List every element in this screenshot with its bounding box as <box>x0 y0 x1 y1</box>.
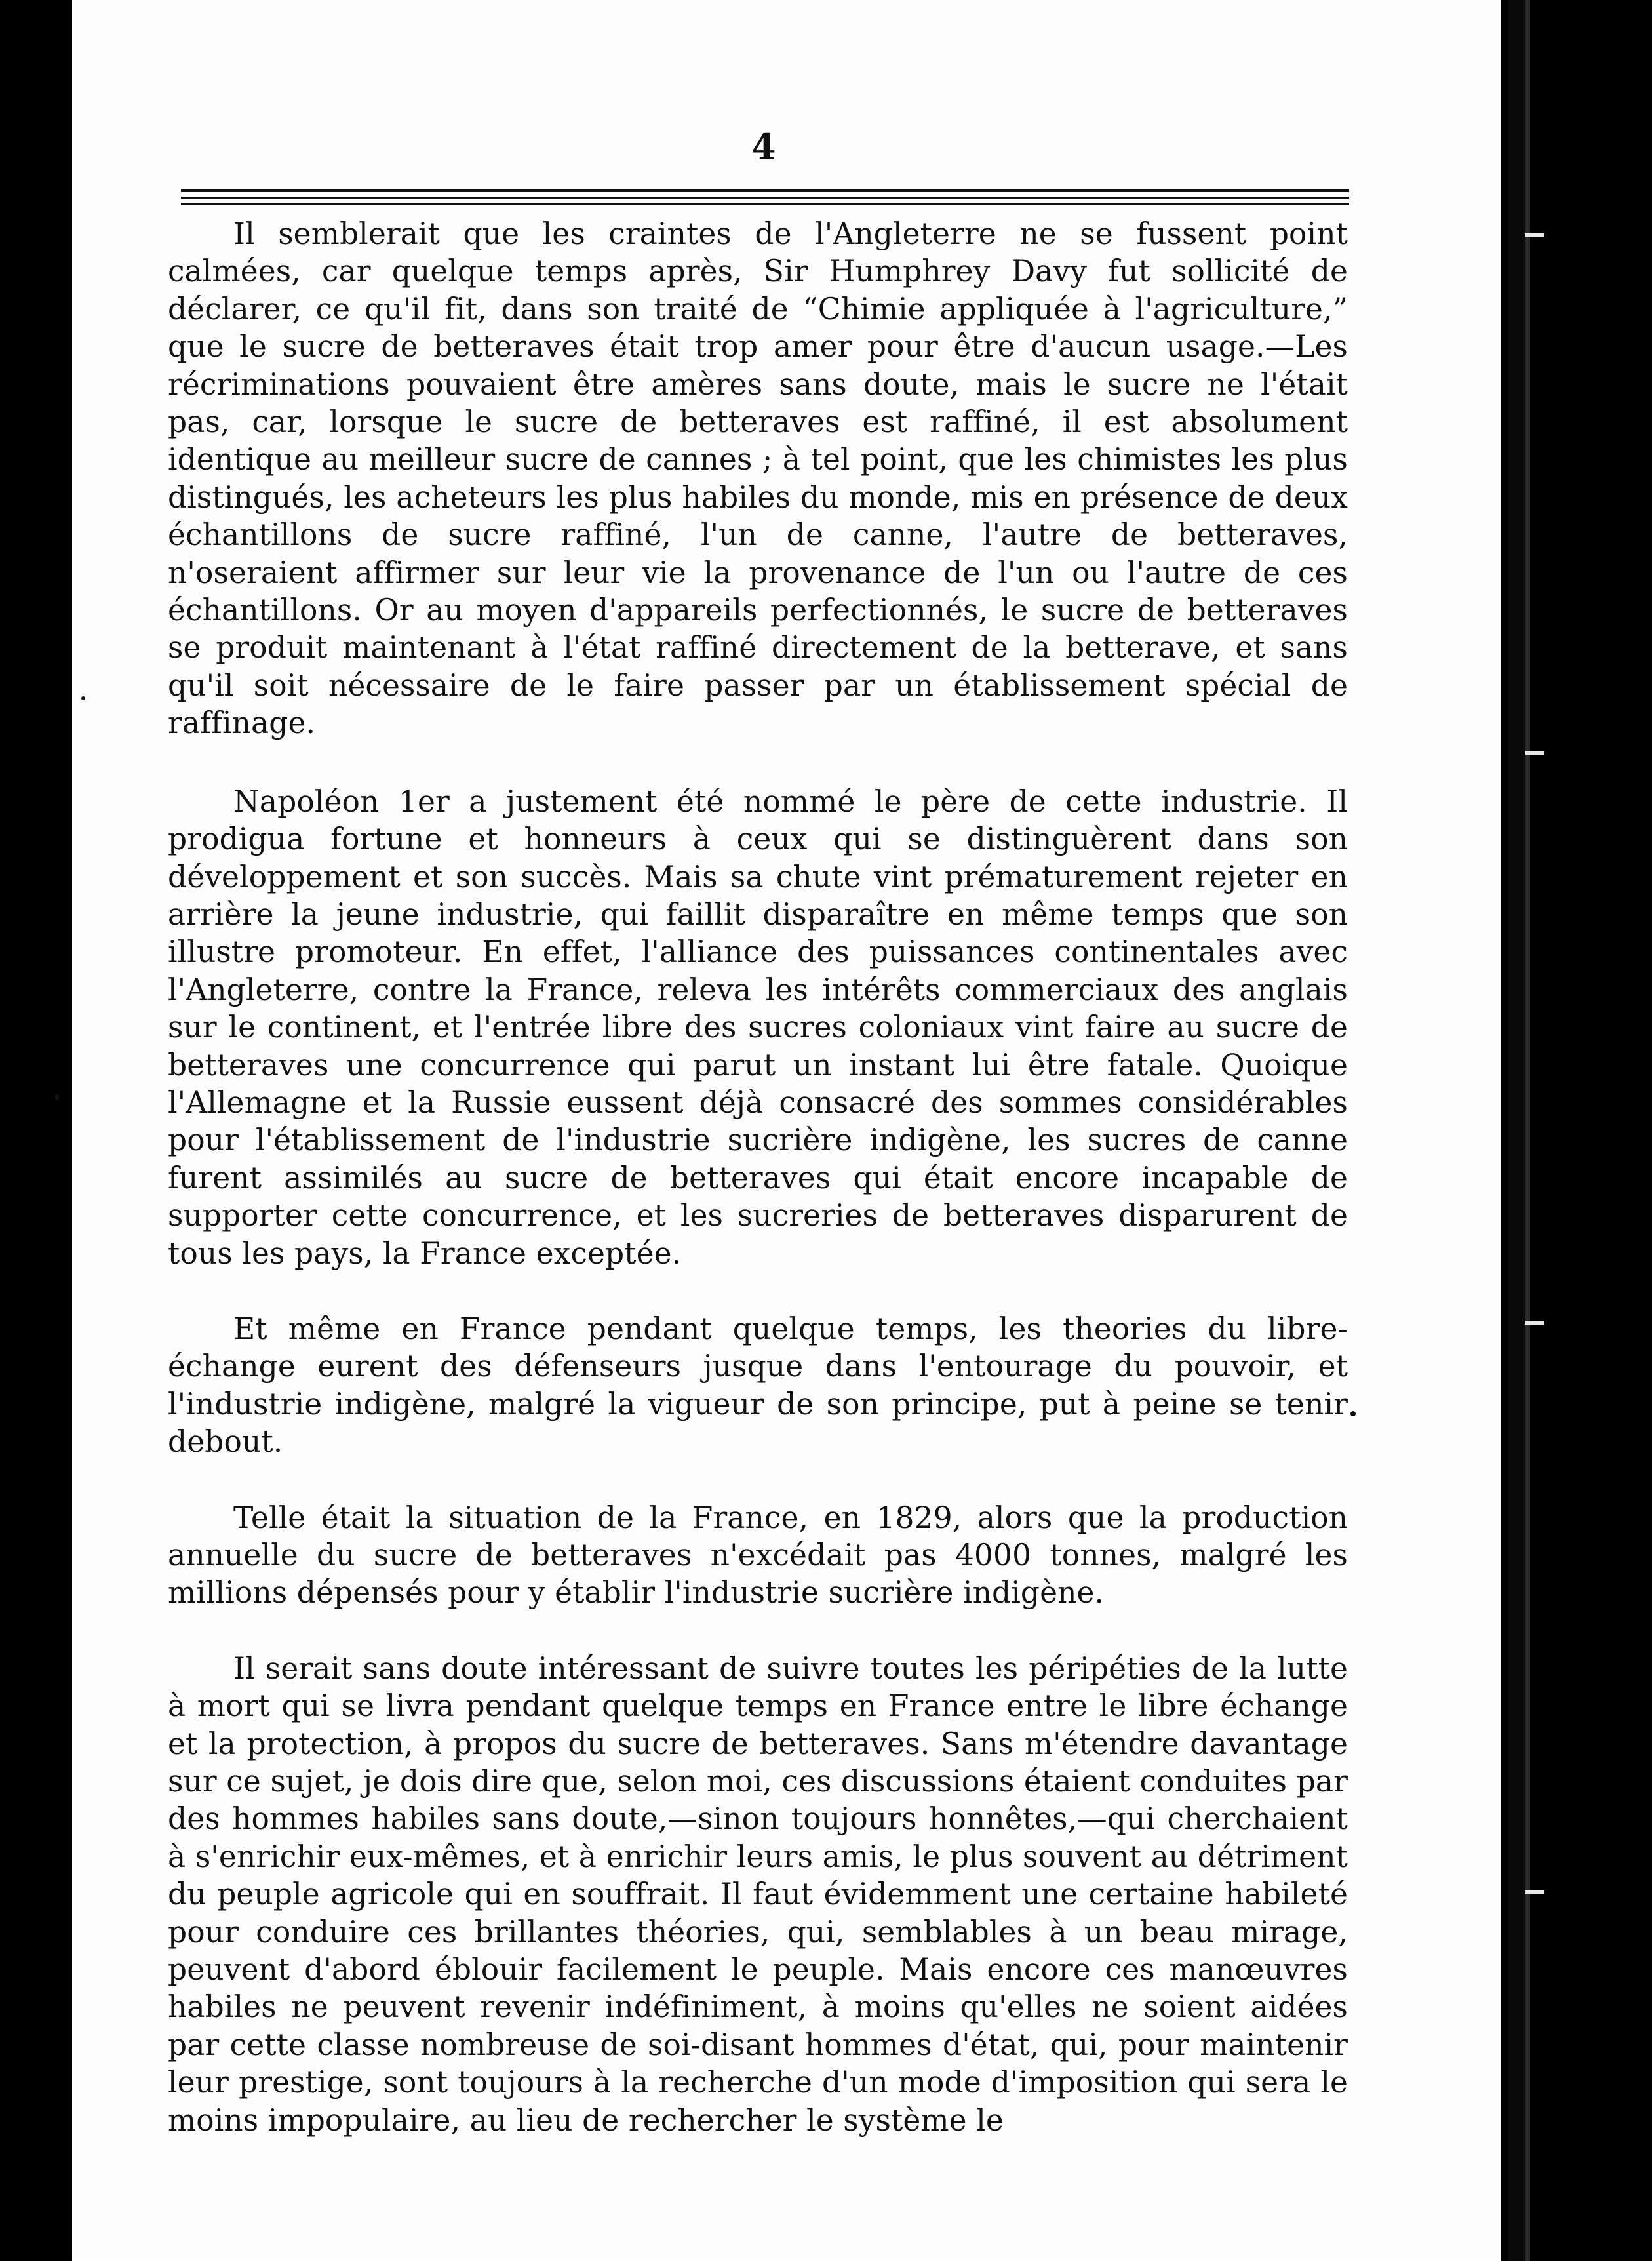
paragraph-4: Telle était la situation de la France, en 1829, alors que la production annuelle du sucre de betteraves n'excédait pas 4000 tonnes, malgré les millions dépensés pour y établir l'industrie sucrière indigène. <box>168 1500 1348 1611</box>
spine-mark <box>1525 751 1544 755</box>
scan-left-border <box>0 0 72 2261</box>
binding-gutter <box>1508 0 1525 2261</box>
body-text <box>168 215 1348 2139</box>
paragraph-1: Il semblerait que les craintes de l'Angleterre ne se fussent point calmées, car quelque temps après, Sir Humphrey Davy fut sollicité de déclarer, ce qu'il fit, dans son traité de “Chimie appliquée à l'agriculture,” que le sucre de betteraves était trop amer pour être d'aucun usage.—Les récriminations pouvaient être amères sans doute, mais le sucre ne l'était pas, car, lorsque le sucre de betteraves est raffiné, il est absolument identique au meilleur sucre de cannes ; à tel point, que les chimistes les plus distingués, les acheteurs les plus habiles du monde, mis en présence de deux échantillons de sucre raffiné, l'un de canne, l'autre de betteraves, n'oseraient affirmer sur leur vie la provenance de l'un ou l'autre de ces échantillons. Or au moyen d'appareils perfectionnés, le sucre de betteraves se produit maintenant à l'état raffiné directement de la betterave, et sans qu'il soit nécessaire de le faire passer par un établissement spécial de raffinage. <box>168 216 1348 741</box>
header-rule-bottom <box>181 203 1349 205</box>
scan-speck <box>55 1094 59 1100</box>
spine-mark <box>1525 233 1544 237</box>
spine-mark <box>1525 1321 1544 1325</box>
spine-mark <box>1525 1890 1544 1894</box>
header-rule-middle <box>181 197 1349 199</box>
header-rule-top <box>181 189 1349 192</box>
scan-speck <box>1350 1411 1356 1416</box>
paragraph-5: Il serait sans doute intéressant de suivre toutes les péripéties de la lutte à mort qui se livra pendant quelque temps en France entre le libre échange et la protection, à propos du sucre de betteraves. Sans m'étendre davantage sur ce sujet, je dois dire que, selon moi, ces discussions étaient conduites par des hommes habiles sans doute,—sinon toujours honnêtes,—qui cherchaient à s'enrichir eux-mêmes, et à enrichir leurs amis, le plus souvent au détriment du peuple agricole qui en souffrait. Il faut évidemment une certaine habileté pour conduire ces brillantes théories, qui, semblables à un beau mirage, peuvent d'abord éblouir facilement le peuple. Mais encore ces manœuvres habiles ne peuvent revenir indéfiniment, à moins qu'elles ne soient aidées par cette classe nombreuse de soi-disant hommes d'état, qui, pour maintenir leur prestige, sont toujours à la recherche d'un mode d'imposition qui sera le moins impopulaire, au lieu de rechercher le système le <box>168 1651 1348 2138</box>
scan-speck <box>81 696 85 700</box>
paragraph-2: Napoléon 1er a justement été nommé le père de cette industrie. Il prodigua fortune et honneurs à ceux qui se distinguèrent dans son développement et son succès. Mais sa chute vint prématurement rejeter en arrière la jeune industrie, qui faillit disparaître en même temps que son illustre promoteur. En effet, l'alliance des puissances continentales avec l'Angleterre, contre la France, releva les intérêts commerciaux des anglais sur le continent, et l'entrée libre des sucres coloniaux vint faire au sucre de betteraves une concurrence qui parut un instant lui être fatale. Quoique l'Allemagne et la Russie eussent déjà consacré des sommes considérables pour l'établissement de l'industrie sucrière indigène, les sucres de canne furent assimilés au sucre de betteraves qui était encore incapable de supporter cette concurrence, et les sucreries de betteraves disparurent de tous les pays, la France exceptée. <box>168 784 1348 1271</box>
binding-spine <box>1525 0 1530 2261</box>
page-number: 4 <box>751 126 776 168</box>
paragraph-3: Et même en France pendant quelque temps, les theories du libre-échange eurent des défenseurs jusque dans l'entourage du pouvoir, et l'industrie indigène, malgré la vigueur de son principe, put à peine se tenir debout. <box>168 1311 1348 1460</box>
